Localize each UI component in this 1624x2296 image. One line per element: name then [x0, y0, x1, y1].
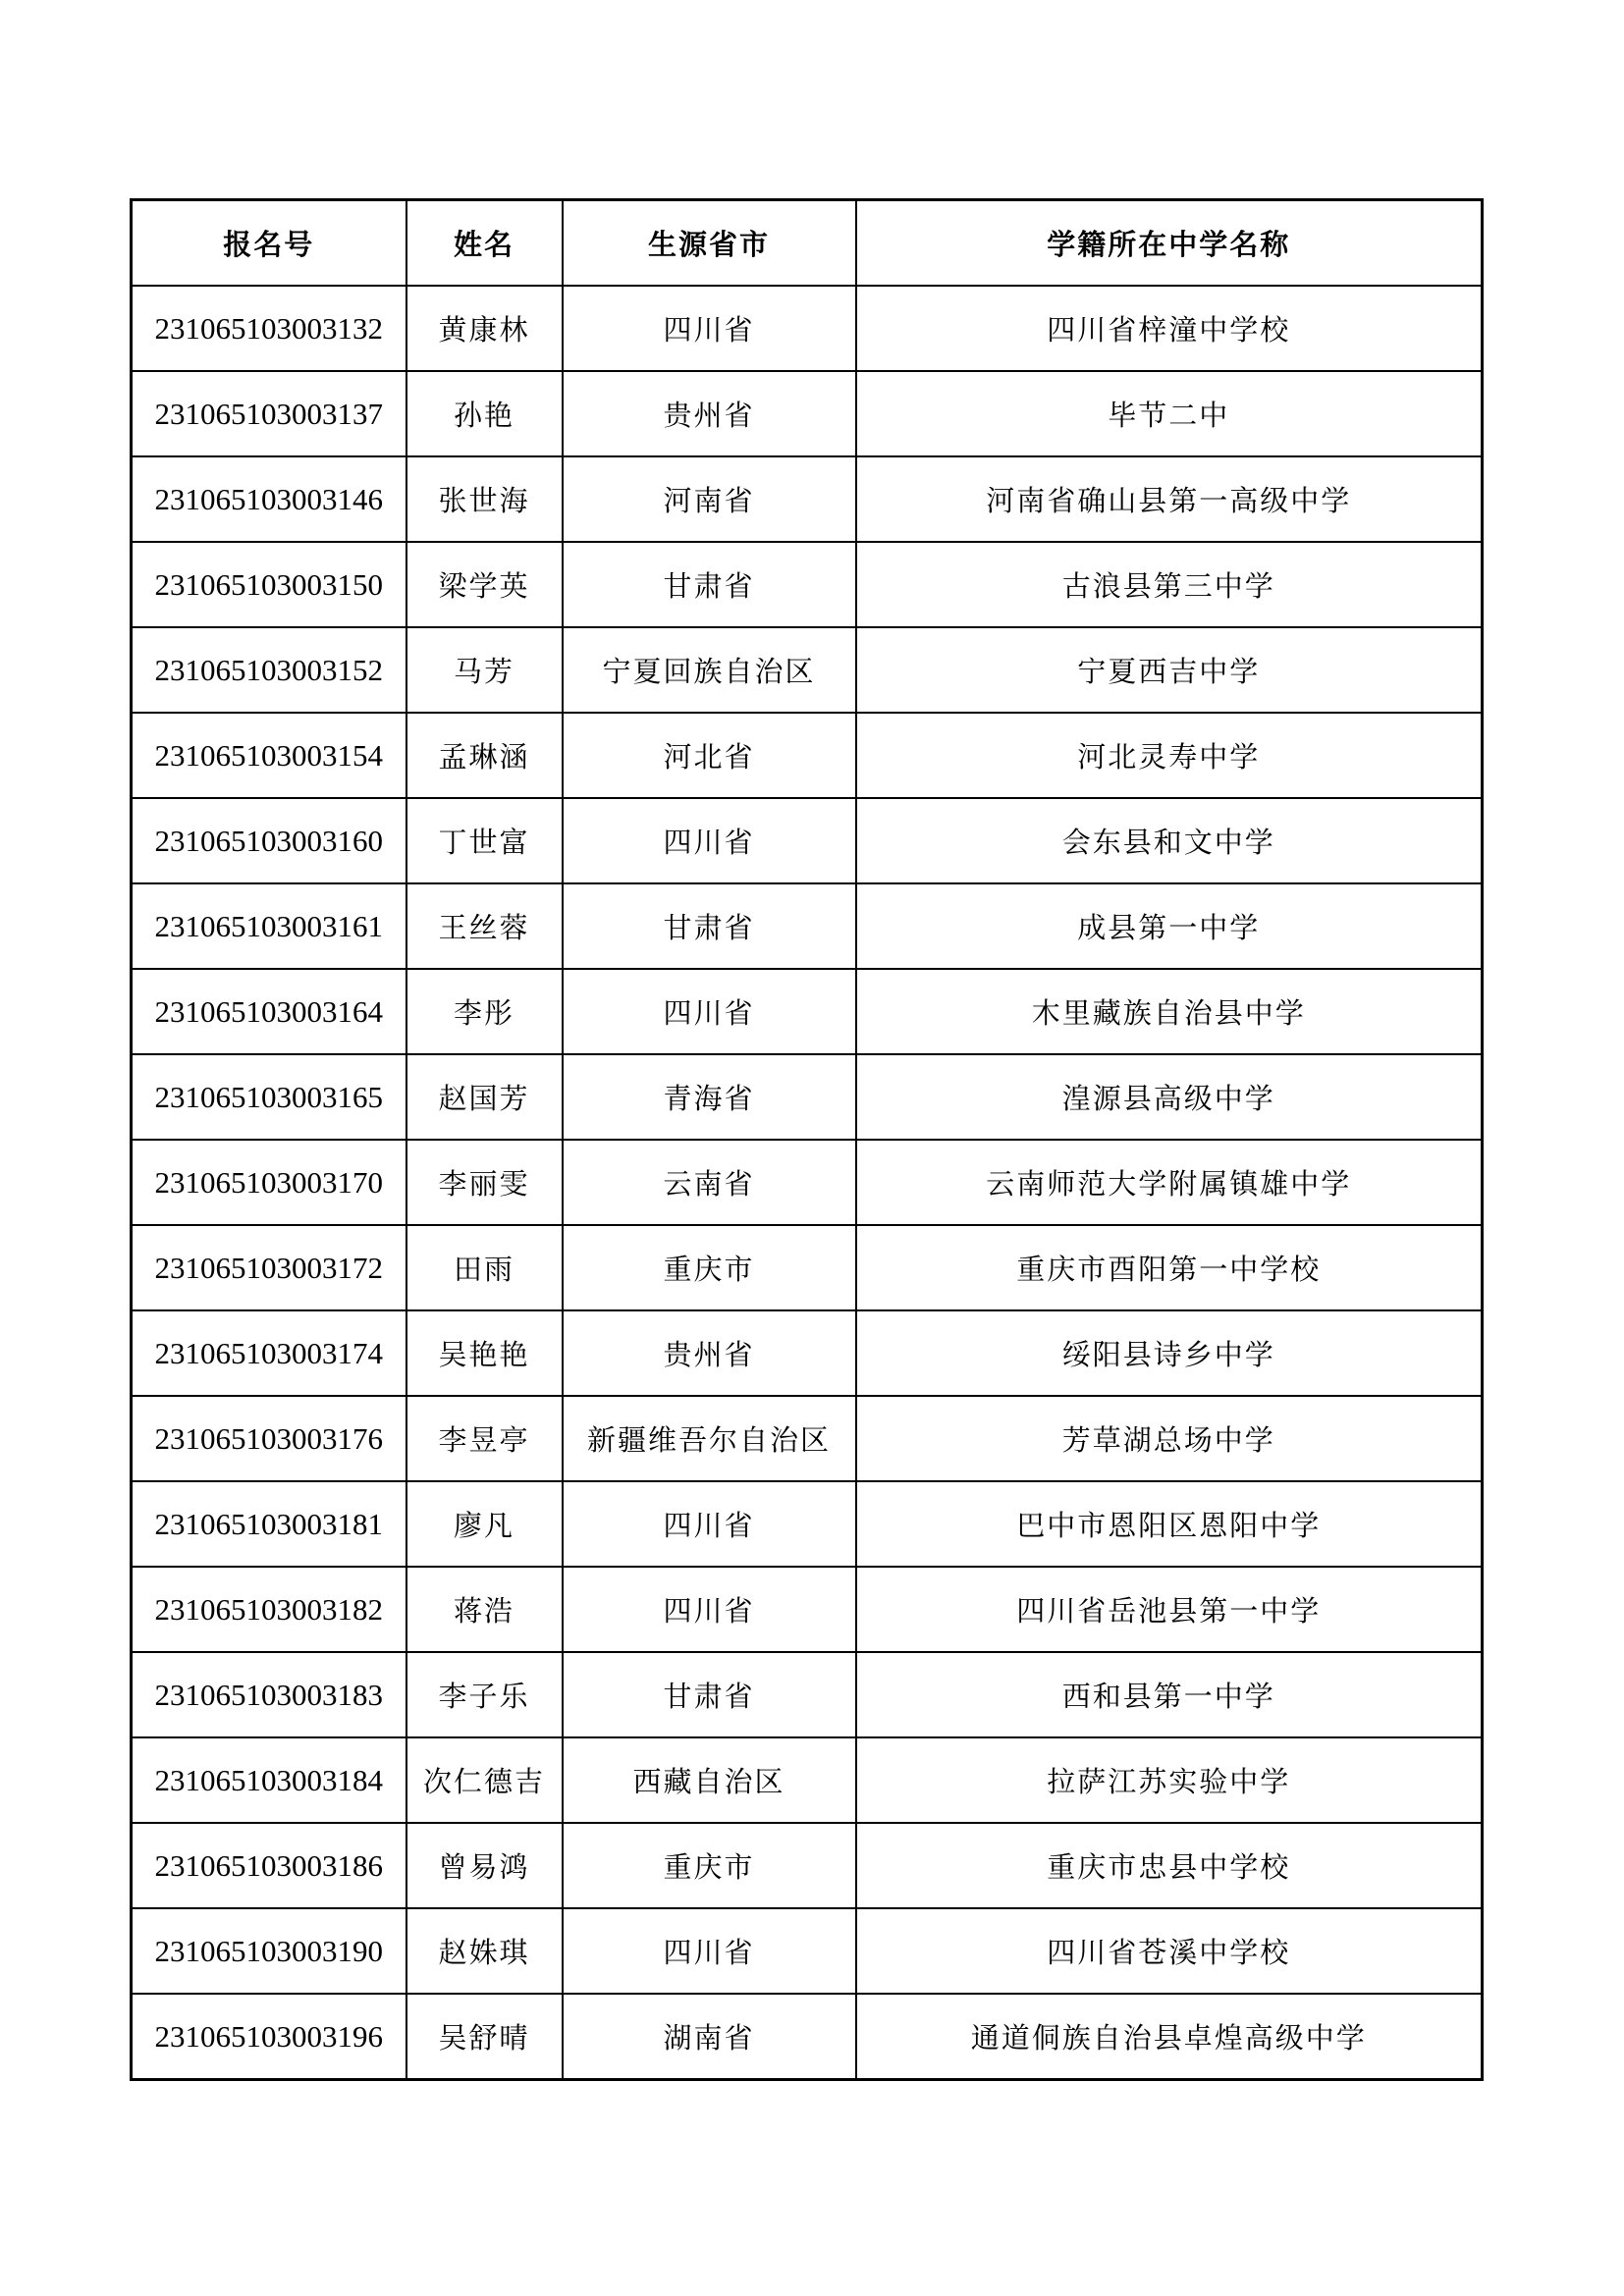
header-row [132, 200, 1483, 287]
cell-reg-no: 231065103003160 [132, 798, 406, 883]
cell-province: 云南省 [563, 1140, 856, 1225]
table-row [132, 1310, 1483, 1396]
cell-school: 四川省岳池县第一中学 [856, 1567, 1483, 1652]
cell-school: 四川省梓潼中学校 [856, 286, 1483, 371]
cell-province: 四川省 [563, 1567, 856, 1652]
table-row [132, 1567, 1483, 1652]
cell-province: 甘肃省 [563, 883, 856, 969]
cell-name: 曾易鸿 [406, 1823, 563, 1908]
cell-province: 四川省 [563, 798, 856, 883]
cell-reg-no: 231065103003174 [132, 1310, 406, 1396]
cell-school: 云南师范大学附属镇雄中学 [856, 1140, 1483, 1225]
cell-reg-no: 231065103003164 [132, 969, 406, 1054]
cell-province: 甘肃省 [563, 542, 856, 627]
cell-name: 赵姝琪 [406, 1908, 563, 1994]
table-row [132, 1396, 1483, 1481]
cell-school: 成县第一中学 [856, 883, 1483, 969]
cell-province: 新疆维吾尔自治区 [563, 1396, 856, 1481]
table-row [132, 286, 1483, 371]
table-row [132, 969, 1483, 1054]
cell-name: 蒋浩 [406, 1567, 563, 1652]
cell-reg-no: 231065103003186 [132, 1823, 406, 1908]
cell-province: 重庆市 [563, 1823, 856, 1908]
cell-province: 四川省 [563, 1481, 856, 1567]
cell-reg-no: 231065103003154 [132, 713, 406, 798]
table-row [132, 371, 1483, 456]
cell-school: 绥阳县诗乡中学 [856, 1310, 1483, 1396]
cell-school: 拉萨江苏实验中学 [856, 1737, 1483, 1823]
cell-name: 廖凡 [406, 1481, 563, 1567]
cell-name: 李彤 [406, 969, 563, 1054]
cell-province: 青海省 [563, 1054, 856, 1140]
table-row [132, 1737, 1483, 1823]
cell-school: 重庆市忠县中学校 [856, 1823, 1483, 1908]
cell-name: 张世海 [406, 456, 563, 542]
cell-school: 会东县和文中学 [856, 798, 1483, 883]
cell-province: 河南省 [563, 456, 856, 542]
cell-province: 湖南省 [563, 1994, 856, 2080]
table-row [132, 1823, 1483, 1908]
table-row [132, 1652, 1483, 1737]
table-row [132, 1994, 1483, 2080]
cell-name: 李子乐 [406, 1652, 563, 1737]
table-row [132, 1481, 1483, 1567]
cell-province: 贵州省 [563, 1310, 856, 1396]
cell-school: 湟源县高级中学 [856, 1054, 1483, 1140]
table-row [132, 1908, 1483, 1994]
cell-reg-no: 231065103003137 [132, 371, 406, 456]
cell-reg-no: 231065103003182 [132, 1567, 406, 1652]
cell-province: 河北省 [563, 713, 856, 798]
cell-name: 赵国芳 [406, 1054, 563, 1140]
cell-name: 黄康林 [406, 286, 563, 371]
cell-province: 四川省 [563, 1908, 856, 1994]
table-row [132, 1054, 1483, 1140]
cell-reg-no: 231065103003196 [132, 1994, 406, 2080]
roster-table [130, 198, 1484, 2081]
cell-province: 西藏自治区 [563, 1737, 856, 1823]
table-row [132, 798, 1483, 883]
cell-name: 孟琳涵 [406, 713, 563, 798]
cell-name: 田雨 [406, 1225, 563, 1310]
cell-reg-no: 231065103003176 [132, 1396, 406, 1481]
cell-name: 孙艳 [406, 371, 563, 456]
header-province: 生源省市 [563, 200, 856, 287]
cell-province: 宁夏回族自治区 [563, 627, 856, 713]
cell-school: 芳草湖总场中学 [856, 1396, 1483, 1481]
cell-school: 河北灵寿中学 [856, 713, 1483, 798]
cell-reg-no: 231065103003172 [132, 1225, 406, 1310]
cell-province: 四川省 [563, 969, 856, 1054]
cell-reg-no: 231065103003165 [132, 1054, 406, 1140]
cell-name: 梁学英 [406, 542, 563, 627]
cell-school: 西和县第一中学 [856, 1652, 1483, 1737]
cell-reg-no: 231065103003181 [132, 1481, 406, 1567]
cell-school: 四川省苍溪中学校 [856, 1908, 1483, 1994]
cell-school: 古浪县第三中学 [856, 542, 1483, 627]
header-reg-no: 报名号 [132, 200, 406, 287]
cell-name: 丁世富 [406, 798, 563, 883]
table-row [132, 1140, 1483, 1225]
cell-reg-no: 231065103003183 [132, 1652, 406, 1737]
cell-reg-no: 231065103003152 [132, 627, 406, 713]
cell-school: 重庆市酉阳第一中学校 [856, 1225, 1483, 1310]
cell-school: 巴中市恩阳区恩阳中学 [856, 1481, 1483, 1567]
cell-reg-no: 231065103003190 [132, 1908, 406, 1994]
cell-school: 木里藏族自治县中学 [856, 969, 1483, 1054]
cell-name: 次仁德吉 [406, 1737, 563, 1823]
cell-reg-no: 231065103003161 [132, 883, 406, 969]
cell-reg-no: 231065103003170 [132, 1140, 406, 1225]
cell-name: 马芳 [406, 627, 563, 713]
header-name: 姓名 [406, 200, 563, 287]
header-school: 学籍所在中学名称 [856, 200, 1483, 287]
cell-province: 贵州省 [563, 371, 856, 456]
cell-school: 河南省确山县第一高级中学 [856, 456, 1483, 542]
table-row [132, 627, 1483, 713]
cell-name: 吴舒晴 [406, 1994, 563, 2080]
cell-school: 通道侗族自治县卓煌高级中学 [856, 1994, 1483, 2080]
cell-name: 李丽雯 [406, 1140, 563, 1225]
table-row [132, 883, 1483, 969]
cell-name: 吴艳艳 [406, 1310, 563, 1396]
table-row [132, 713, 1483, 798]
cell-province: 甘肃省 [563, 1652, 856, 1737]
table-row [132, 542, 1483, 627]
cell-school: 毕节二中 [856, 371, 1483, 456]
cell-reg-no: 231065103003184 [132, 1737, 406, 1823]
cell-reg-no: 231065103003132 [132, 286, 406, 371]
cell-name: 李昱亭 [406, 1396, 563, 1481]
cell-school: 宁夏西吉中学 [856, 627, 1483, 713]
cell-name: 王丝蓉 [406, 883, 563, 969]
cell-province: 四川省 [563, 286, 856, 371]
cell-province: 重庆市 [563, 1225, 856, 1310]
cell-reg-no: 231065103003146 [132, 456, 406, 542]
table-row [132, 1225, 1483, 1310]
table-row [132, 456, 1483, 542]
cell-reg-no: 231065103003150 [132, 542, 406, 627]
